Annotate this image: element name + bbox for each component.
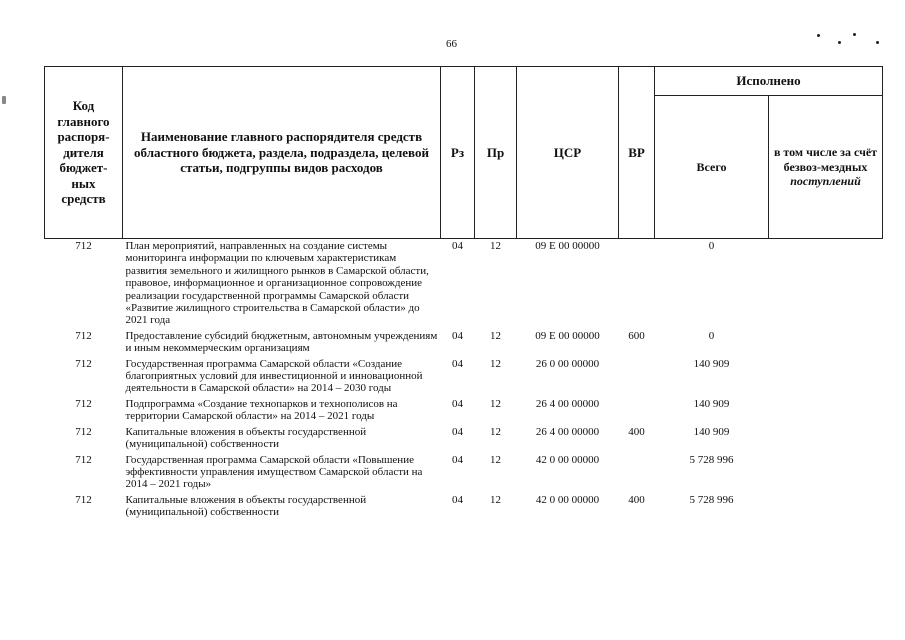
cell-vr [619, 357, 655, 397]
cell-vr: 400 [628, 493, 645, 506]
cell-vr: 600 [628, 329, 645, 342]
cell-code: 712 [75, 240, 92, 252]
cell-pr: 12 [490, 357, 501, 370]
cell-csr: 26 4 00 00000 [535, 397, 600, 410]
cell-rz: 04 [452, 397, 463, 410]
cell-total: 0 [708, 329, 715, 342]
table-row [45, 425, 883, 453]
table-row [45, 239, 883, 329]
scan-speck [2, 96, 6, 104]
cell-vr [619, 239, 655, 329]
cell-rz: 04 [452, 240, 463, 252]
header-including-italic: поступлений [790, 174, 861, 189]
page-number: 66 [446, 38, 457, 50]
cell-csr: 42 0 00 00000 [535, 453, 600, 466]
scan-speck [817, 34, 820, 37]
table-body [45, 239, 883, 521]
header-code: Код главного распоря-дителя бюджет-ных средств [45, 67, 123, 239]
cell-csr: 26 4 00 00000 [535, 425, 600, 438]
cell-rz: 04 [452, 425, 463, 438]
table-header [45, 67, 883, 239]
cell-name: Государственная программа Самарской области «Создание благоприятных условий для инвестиционной и инновационной деятельности в Самарской области» на 2014 – 2030 годы [125, 357, 423, 395]
cell-code: 712 [75, 357, 92, 370]
cell-including [769, 425, 883, 453]
cell-rz: 04 [452, 493, 463, 506]
header-including [769, 96, 883, 239]
table-row [45, 493, 883, 521]
cell-pr: 12 [490, 425, 501, 438]
cell-pr: 12 [490, 397, 501, 410]
cell-csr: 26 0 00 00000 [535, 357, 600, 370]
header-csr: ЦСР [517, 67, 619, 239]
cell-vr: 400 [628, 425, 645, 438]
cell-code: 712 [75, 453, 92, 466]
cell-csr: 09 Е 00 00000 [535, 240, 600, 252]
cell-pr: 12 [490, 240, 501, 252]
cell-including [769, 239, 883, 329]
cell-total: 140 909 [693, 397, 730, 410]
header-total: Всего [655, 96, 769, 239]
cell-code: 712 [75, 493, 92, 506]
header-including-text: в том числе за счёт безвоз-мездных [773, 145, 878, 174]
cell-name: Подпрограмма «Создание технопарков и технополисов на территории Самарской области» на 2014 – 2021 годы [125, 397, 398, 423]
cell-including [769, 493, 883, 521]
header-name: Наименование главного распорядителя средств областного бюджета, раздела, подраздела, целевой статьи, подгруппы видов расходов [123, 67, 441, 239]
cell-total: 0 [708, 240, 715, 252]
cell-including [769, 357, 883, 397]
cell-name: Государственная программа Самарской области «Повышение эффективности управления имуществом Самарской области на 2014 – 2021 годы» [125, 453, 423, 491]
cell-vr [619, 453, 655, 493]
cell-rz: 04 [452, 453, 463, 466]
cell-pr: 12 [490, 493, 501, 506]
cell-including [769, 453, 883, 493]
table-row [45, 397, 883, 425]
cell-name: Капитальные вложения в объекты государственной (муниципальной) собственности [125, 493, 367, 519]
cell-total: 5 728 996 [689, 493, 734, 506]
cell-code: 712 [75, 329, 92, 342]
cell-rz: 04 [452, 329, 463, 342]
cell-including [769, 329, 883, 357]
cell-name: Предоставление субсидий бюджетным, автономным учреждениям и иным некоммерческим организациям [125, 329, 438, 355]
table-row [45, 329, 883, 357]
cell-name: Капитальные вложения в объекты государственной (муниципальной) собственности [125, 425, 367, 451]
scan-speck [838, 41, 841, 44]
cell-total: 140 909 [693, 357, 730, 370]
cell-pr: 12 [490, 453, 501, 466]
table-row [45, 453, 883, 493]
cell-pr: 12 [490, 329, 501, 342]
cell-including [769, 397, 883, 425]
cell-total: 5 728 996 [689, 453, 734, 466]
header-pr: Пр [475, 67, 517, 239]
scan-speck [853, 33, 856, 36]
header-rz: Рз [441, 67, 475, 239]
cell-csr: 42 0 00 00000 [535, 493, 600, 506]
scan-speck [876, 41, 879, 44]
cell-code: 712 [75, 425, 92, 438]
header-vr: ВР [619, 67, 655, 239]
cell-name: План мероприятий, направленных на создание системы мониторинга информации по ключевым характеристикам развития земельного и жилищного рынков в Самарской области, правовое, информационное и организационное сопровождение реализации государственной программы Самарской области «Развитие жилищного строительства в Самарской области» до 2021 года [125, 240, 429, 327]
cell-vr [619, 397, 655, 425]
cell-total: 140 909 [693, 425, 730, 438]
cell-rz: 04 [452, 357, 463, 370]
header-executed: Исполнено [655, 67, 883, 96]
cell-csr: 09 Е 00 00000 [535, 329, 600, 342]
cell-code: 712 [75, 397, 92, 410]
table-row [45, 357, 883, 397]
budget-table [44, 66, 883, 521]
